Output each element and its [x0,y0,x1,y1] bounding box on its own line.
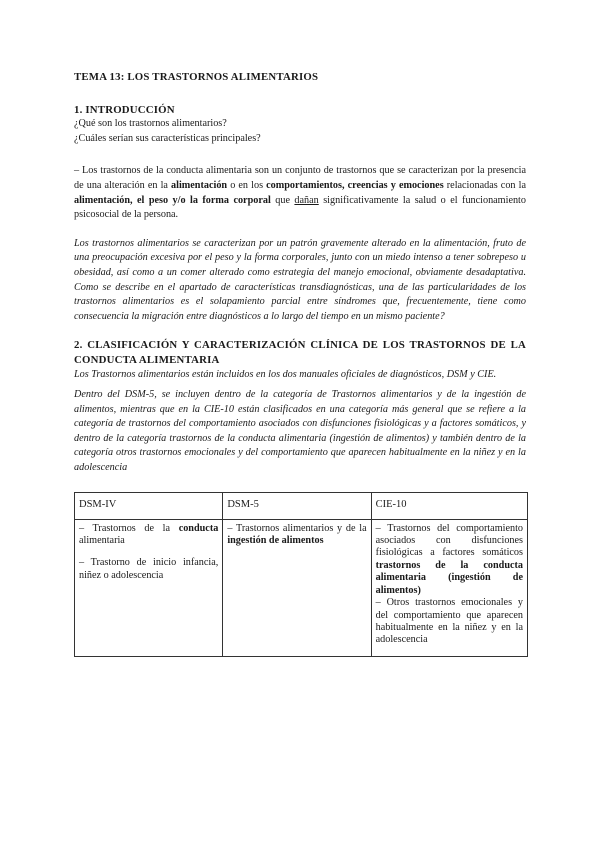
table-cell-cie-10 [371,519,527,656]
text-run: – Los trastornos de la conducta alimentaria son un conjunto de trastornos que se caracterizan por la presencia de una alteración en la [74,165,526,191]
cell-text: – Otros trastornos emocionales y del comportamiento que aparecen habitualmente en la niñez y en la adolescencia [375,597,523,646]
text-run: – Trastornos de la [79,522,179,534]
table-header-cie-10: CIE-10 [371,492,527,519]
table-header-dsm-iv: DSM-IV [75,492,223,519]
cell-text [227,523,366,548]
table-header-row [75,492,528,519]
underlined-run: dañan [294,194,319,206]
intro-question-1: ¿Qué son los trastornos alimentarios? [74,118,227,130]
intro-heading: 1. INTRODUCCIÓN [74,103,175,116]
document-title: TEMA 13: LOS TRASTORNOS ALIMENTARIOS [74,71,319,83]
text-run: relacionadas con la [443,179,526,191]
document-page [74,70,526,657]
bold-run: comportamientos, creencias y emociones [266,179,444,191]
table-row [75,519,528,656]
bold-run: alimentación [171,179,228,191]
bold-run: trastornos de la conducta alimentaria (ingestión de alimentos) [375,559,523,596]
section2-paragraph-1: Los Trastornos alimentarios están incluidos en los dos manuales oficiales de diagnósticos, DSM y CIE. [74,368,497,380]
text-run: que [270,194,295,206]
section2-heading: 2. CLASIFICACIÓN Y CARACTERIZACIÓN CLÍNICA DE LOS TRASTORNOS DE LA CONDUCTA ALIMENTARIA [74,339,526,366]
text-run: – Trastornos alimentarios y de la [227,522,367,534]
cell-text: – Trastorno de inicio infancia, niñez o adolescencia [79,557,219,581]
section2-paragraph-2: Dentro del DSM-5, se incluyen dentro de la categoría de Trastornos alimentarios y de la ingestión de alimentos, mientras que en la CIE-10 están clasificados en una categoría más general que se refiere a la categoría de trastornos del comportamiento asociados con disfunciones fisiológicas y a factores somáticos, y dentro de la categoría trastornos de la conducta alimentaria (ingestión de alimentos) y también dentro de la categoría otros trastornos emocionales y del comportamiento que aparecen habitualmente en la niñez y en la adolescencia [74,389,526,474]
cell-text [79,523,218,548]
table-header-dsm-5: DSM-5 [223,492,371,519]
table-cell-dsm-5 [223,519,371,656]
intro-paragraph-2: Los trastornos alimentarios se caracterizan por un patrón gravemente alterado en la alimentación, fruto de una preocupación excesiva por el peso y la forma corporales, junto con un miedo intenso a tener sobrepeso u obesidad, así como a un comer alterado como estrategia del manejo emocional, obviamente desadaptativa. Como se describe en el apartado de características transdiagnósticas, una de las particularidades de los trastornos alimentarios es el solapamiento parcial entre síndromes que, frecuentemente, tiene como consecuencia la migración entre diagnósticos a lo largo del tiempo en un mismo paciente? [74,237,526,322]
text-run: significativamente la salud o el funcionamiento psicosocial de la persona. [74,194,526,221]
table-cell-dsm-iv [75,519,223,656]
bold-run: conducta [178,522,219,534]
bold-run: alimentación, el peso y/o la forma corporal [74,194,271,206]
text-run: o en los [227,179,267,191]
intro-paragraph-1 [74,164,526,222]
intro-question-2: ¿Cuáles serían sus características principales? [74,132,261,144]
text-run: alimentaria [79,535,125,547]
text-run: – Trastornos del comportamiento asociados con disfunciones fisiológicas a factores somáticos [375,522,523,559]
classification-table [74,492,528,657]
bold-run: ingestión de alimentos [227,535,324,547]
cell-text [376,523,523,597]
